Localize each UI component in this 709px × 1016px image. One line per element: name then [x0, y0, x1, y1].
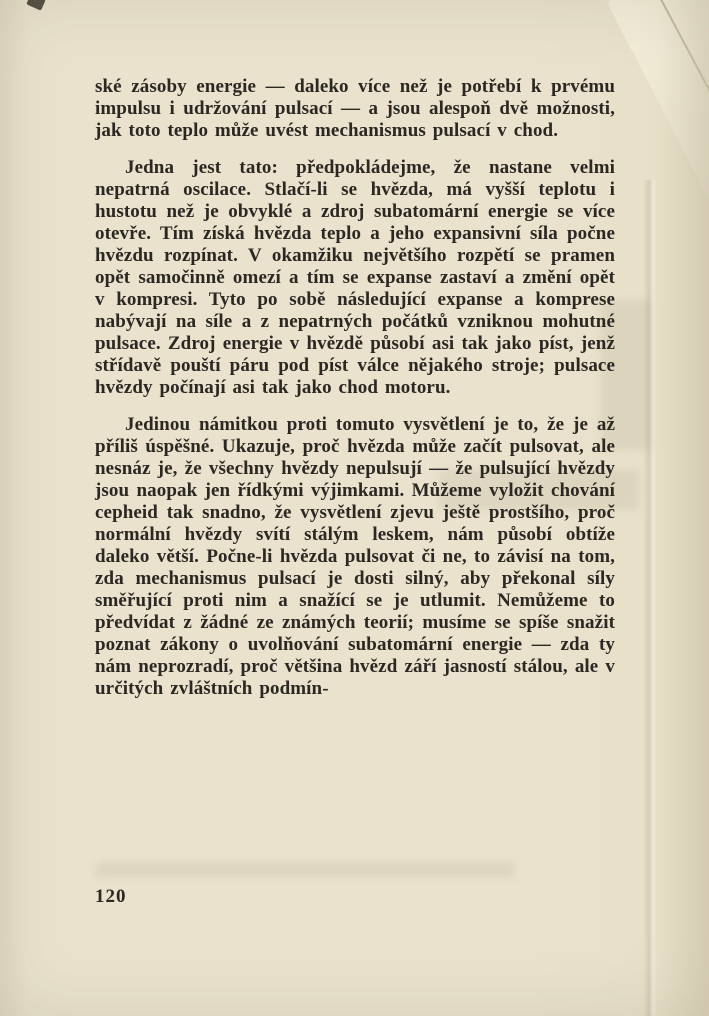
vertical-fold-shading [643, 180, 657, 1016]
page-number: 120 [95, 886, 127, 907]
text-block [95, 76, 615, 700]
top-edge-mark [26, 0, 45, 11]
paragraph: ské zásoby energie — daleko více než je potřebí k prvému impulsu i udržování pulsací — a jsou alespoň dvě možnosti, jak toto teplo může uvést mechanismus pulsací v chod. [95, 76, 615, 141]
showthrough-smudge [95, 862, 515, 878]
paragraph: Jedna jest tato: předpokládejme, že nastane velmi nepatrná oscilace. Stlačí-li se hvězda, má vyšší teplotu i hustotu než je obvyklé a zdroj subatomární energie se více otevře. Tím získá hvězda teplo a jeho expansivní síla počne hvězdu rozpínat. V okamžiku největšího rozpětí se pramen opět samočinně omezí a tím se expanse zastaví a změní opět v kompresi. Tyto po sobě následující expanse a komprese nabývají na síle a z nepatrných počátků vzniknou mohutné pulsace. Zdroj energie v hvězdě působí asi tak jako píst, jenž střídavě pouští páru pod píst válce nějakého stroje; pulsace hvězdy počínají asi tak jako chod motoru. [95, 157, 615, 398]
paragraph: Jedinou námitkou proti tomuto vysvětlení je to, že je až příliš úspěšné. Ukazuje, proč hvězda může začít pulsovat, ale nesnáz je, že všechny hvězdy nepulsují — že pulsující hvězdy jsou naopak jen řídkými výjimkami. Můžeme vyložit chování cepheid tak snadno, že vysvětlení zjevu ještě prostšího, proč normální hvězdy svítí stálým leskem, nám působí obtíže daleko větší. Počne-li hvězda pulsovat či ne, to závisí na tom, zda mechanismus pulsací je dosti silný, aby překonal síly směřující proti nim a snažící se je utlumit. Nemůžeme to předvídat z žádné ze známých teorií; musíme se spíše snažit poznat zákony o uvolňování subatomární energie — zda ty nám neprozradí, proč většina hvězd září jasností stálou, ale v určitých zvláštních podmín- [95, 414, 615, 699]
right-edge-shading [657, 0, 709, 1016]
